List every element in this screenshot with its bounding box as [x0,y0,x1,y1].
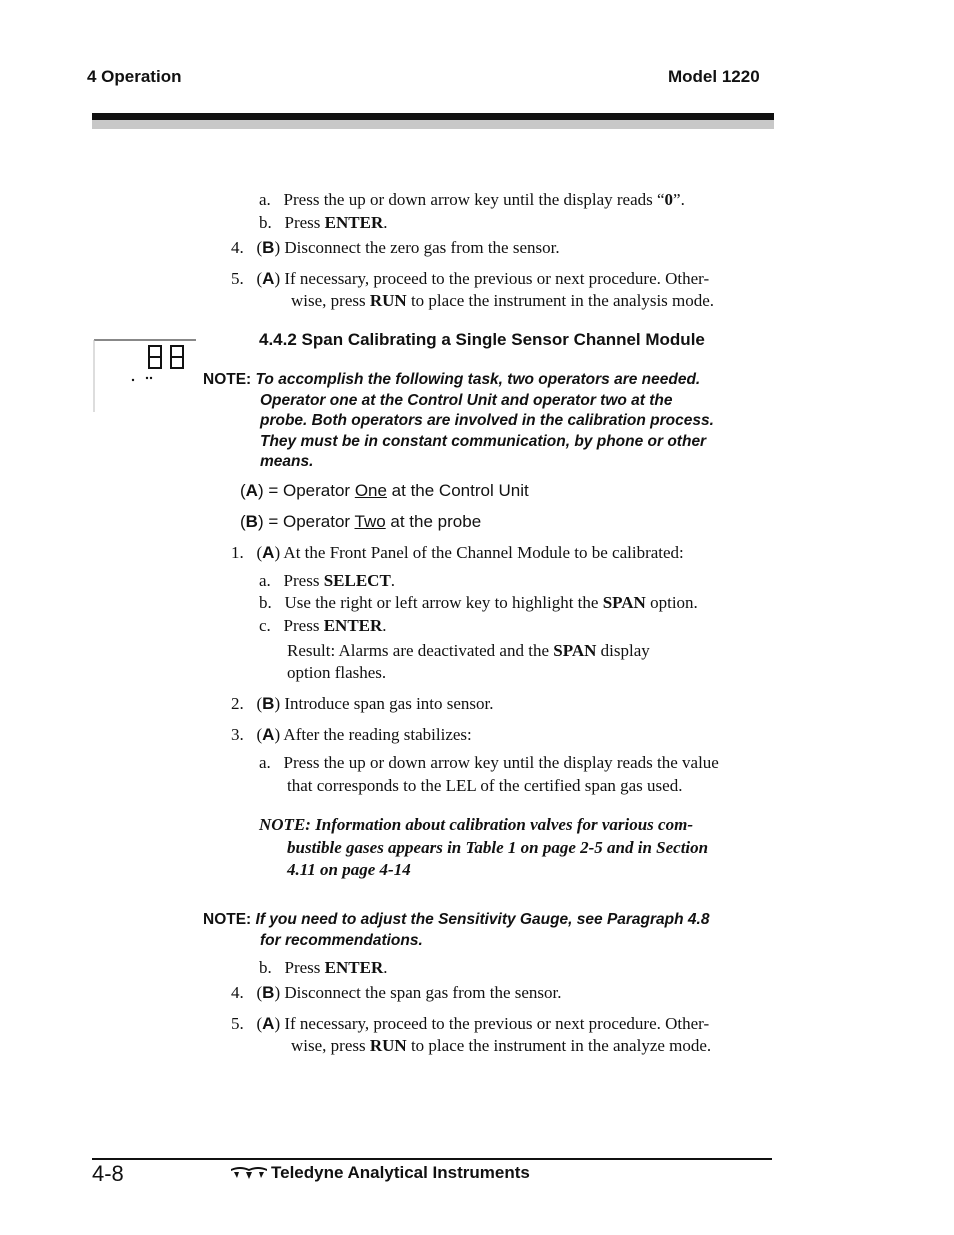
span-result-line2: option flashes. [287,663,387,682]
header-section: 4 Operation [87,67,182,86]
span-step-1c: c. Press ENTER. [259,616,387,635]
footer-rule [92,1158,772,1160]
note-calibration-valves: NOTE: Information about calibration valves for various com- bustible gases appears in Table 1 on page 2-5 and in Section 4.11 on page 4-14 [259,815,709,879]
footer-company: Teledyne Analytical Instruments [271,1163,530,1182]
note-sensitivity-gauge: NOTE: If you need to adjust the Sensitivity Gauge, see Paragraph 4.8 for recommendations. [203,911,710,949]
zero-step-a: a. Press the up or down arrow key until the display reads “0”. [259,190,685,209]
teledyne-logo-icon [231,1164,267,1180]
zero-step-5: 5. (A) If necessary, proceed to the previous or next procedure. Other- [231,269,710,288]
header-model: Model 1220 [668,67,760,86]
header-rule [92,113,774,120]
span-step-1b: b. Use the right or left arrow key to highlight the SPAN option. [259,593,698,612]
span-step-1: 1. (A) At the Front Panel of the Channel Module to be calibrated: [231,543,684,562]
span-step-5-cont: wise, press RUN to place the instrument in the analyze mode. [291,1036,712,1055]
span-step-4: 4. (B) Disconnect the span gas from the sensor. [231,983,562,1002]
span-step-3: 3. (A) After the reading stabilizes: [231,725,472,744]
span-step-5: 5. (A) If necessary, proceed to the previous or next procedure. Other- [231,1014,710,1033]
span-step-3a: a. Press the up or down arrow key until the display reads the value [259,753,719,772]
page-number: 4-8 [92,1161,124,1186]
zero-step-5-cont: wise, press RUN to place the instrument in the analysis mode. [291,291,715,310]
span-step-3b: b. Press ENTER. [259,958,388,977]
span-step-1a: a. Press SELECT. [259,571,396,590]
zero-step-b: b. Press ENTER. [259,213,388,232]
span-result-line1: Result: Alarms are deactivated and the SPAN display [287,641,650,660]
span-step-2: 2. (B) Introduce span gas into sensor. [231,694,494,713]
header-rule-shadow [92,120,774,129]
operator-b-definition: (B) = Operator Two at the probe [240,512,482,531]
led-display-icon [93,338,196,412]
section-title: 4.4.2 Span Calibrating a Single Sensor Channel Module [259,330,705,349]
zero-step-4: 4. (B) Disconnect the zero gas from the sensor. [231,238,560,257]
operator-a-definition: (A) = Operator One at the Control Unit [240,481,529,500]
note-operators-needed: NOTE: To accomplish the following task, two operators are needed. Operator one at the Control Unit and operator two at the probe. Both operators are involved in the calibration process. They must be in constant communication, by phone or other means. [203,371,714,471]
span-step-3a-cont: that corresponds to the LEL of the certified span gas used. [287,776,683,795]
